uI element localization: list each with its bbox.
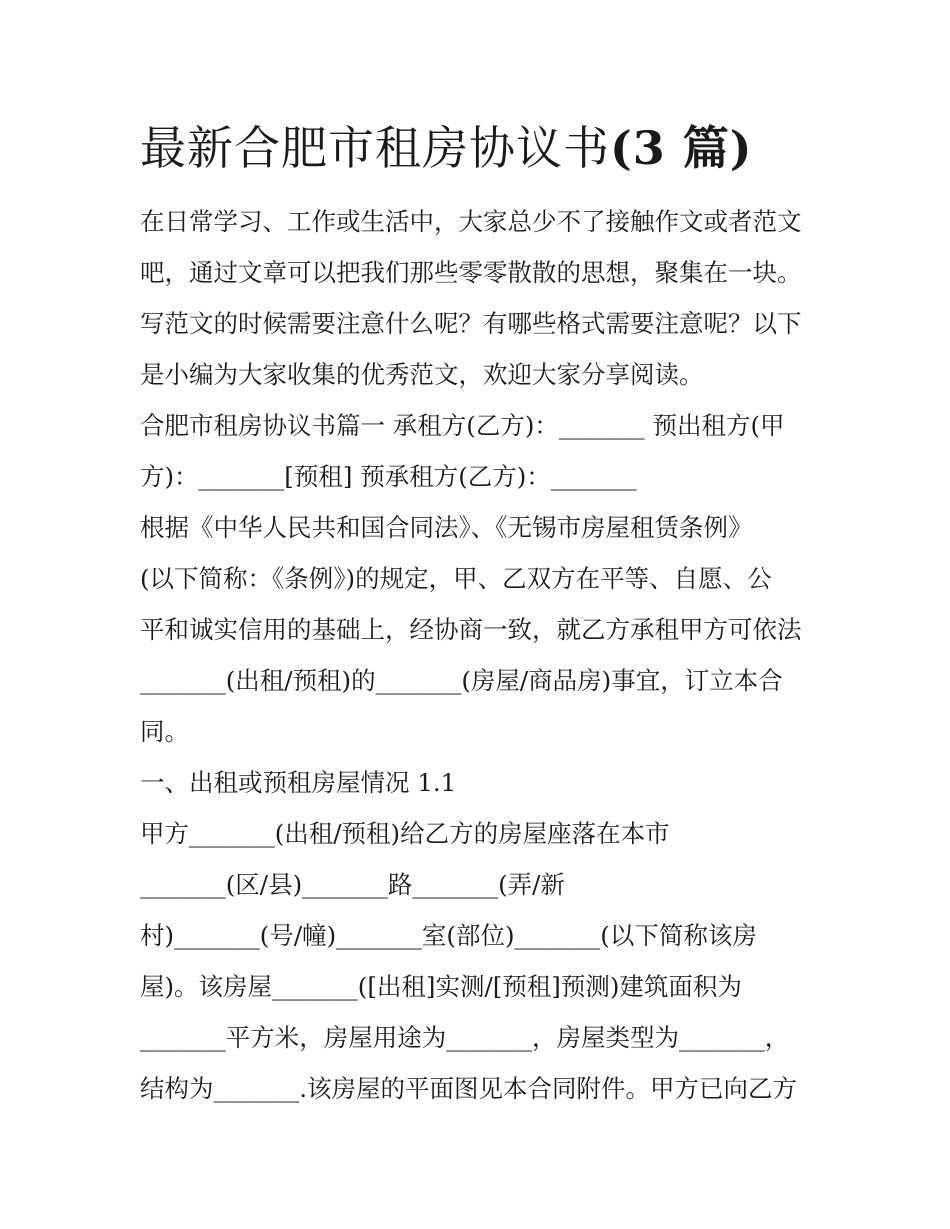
paragraph-line: 在日常学习、工作或生活中，大家总少不了接触作文或者范文 [140, 207, 802, 236]
paragraph-line: 平和诚实信用的基础上，经协商一致，就乙方承租甲方可依法 [140, 615, 802, 644]
paragraph-line: 同。 [140, 717, 189, 746]
paragraph-line: (以下简称：《条例》)的规定，甲、乙双方在平等、自愿、公 [140, 564, 772, 593]
paragraph-line: 屋)。该房屋_______([出租]实测/[预租]预测)建筑面积为 [140, 972, 742, 1001]
paragraph-line: _______平方米，房屋用途为_______，房屋类型为_______， [140, 1023, 790, 1052]
paragraph-line: 结构为_______.该房屋的平面图见本合同附件。甲方已向乙方 [140, 1074, 798, 1103]
paragraph-line: 甲方_______(出租/预租)给乙方的房屋座落在本市 [140, 819, 670, 848]
paragraph-line: 合肥市租房协议书篇一 承租方(乙方)：_______ 预出租方(甲 [140, 411, 785, 440]
title-main: 最新合肥市租房协议书 [140, 121, 610, 175]
paragraph-line: 写范文的时候需要注意什么呢？有哪些格式需要注意呢？以下 [140, 309, 802, 338]
paragraph-line: 是小编为大家收集的优秀范文，欢迎大家分享阅读。 [140, 360, 704, 389]
title-suffix: (3 篇) [610, 121, 753, 175]
paragraph-line: _______(出租/预租)的_______(房屋/商品房)事宜，订立本合 [140, 666, 783, 695]
document-title [140, 116, 753, 180]
paragraph-line: 村)_______(号/幢)_______室(部位)_______(以下简称该房 [140, 921, 757, 950]
section-heading: 一、出租或预租房屋情况 1.1 [140, 768, 457, 797]
paragraph-line: _______(区/县)_______路_______(弄/新 [140, 870, 565, 899]
paragraph-line: 方)：_______[预租] 预承租方(乙方)：_______ [140, 462, 637, 491]
paragraph-line: 吧，通过文章可以把我们那些零零散散的思想，聚集在一块。 [140, 258, 802, 287]
paragraph-line: 根据《中华人民共和国合同法》、《无锡市房屋租赁条例》 [140, 513, 753, 542]
